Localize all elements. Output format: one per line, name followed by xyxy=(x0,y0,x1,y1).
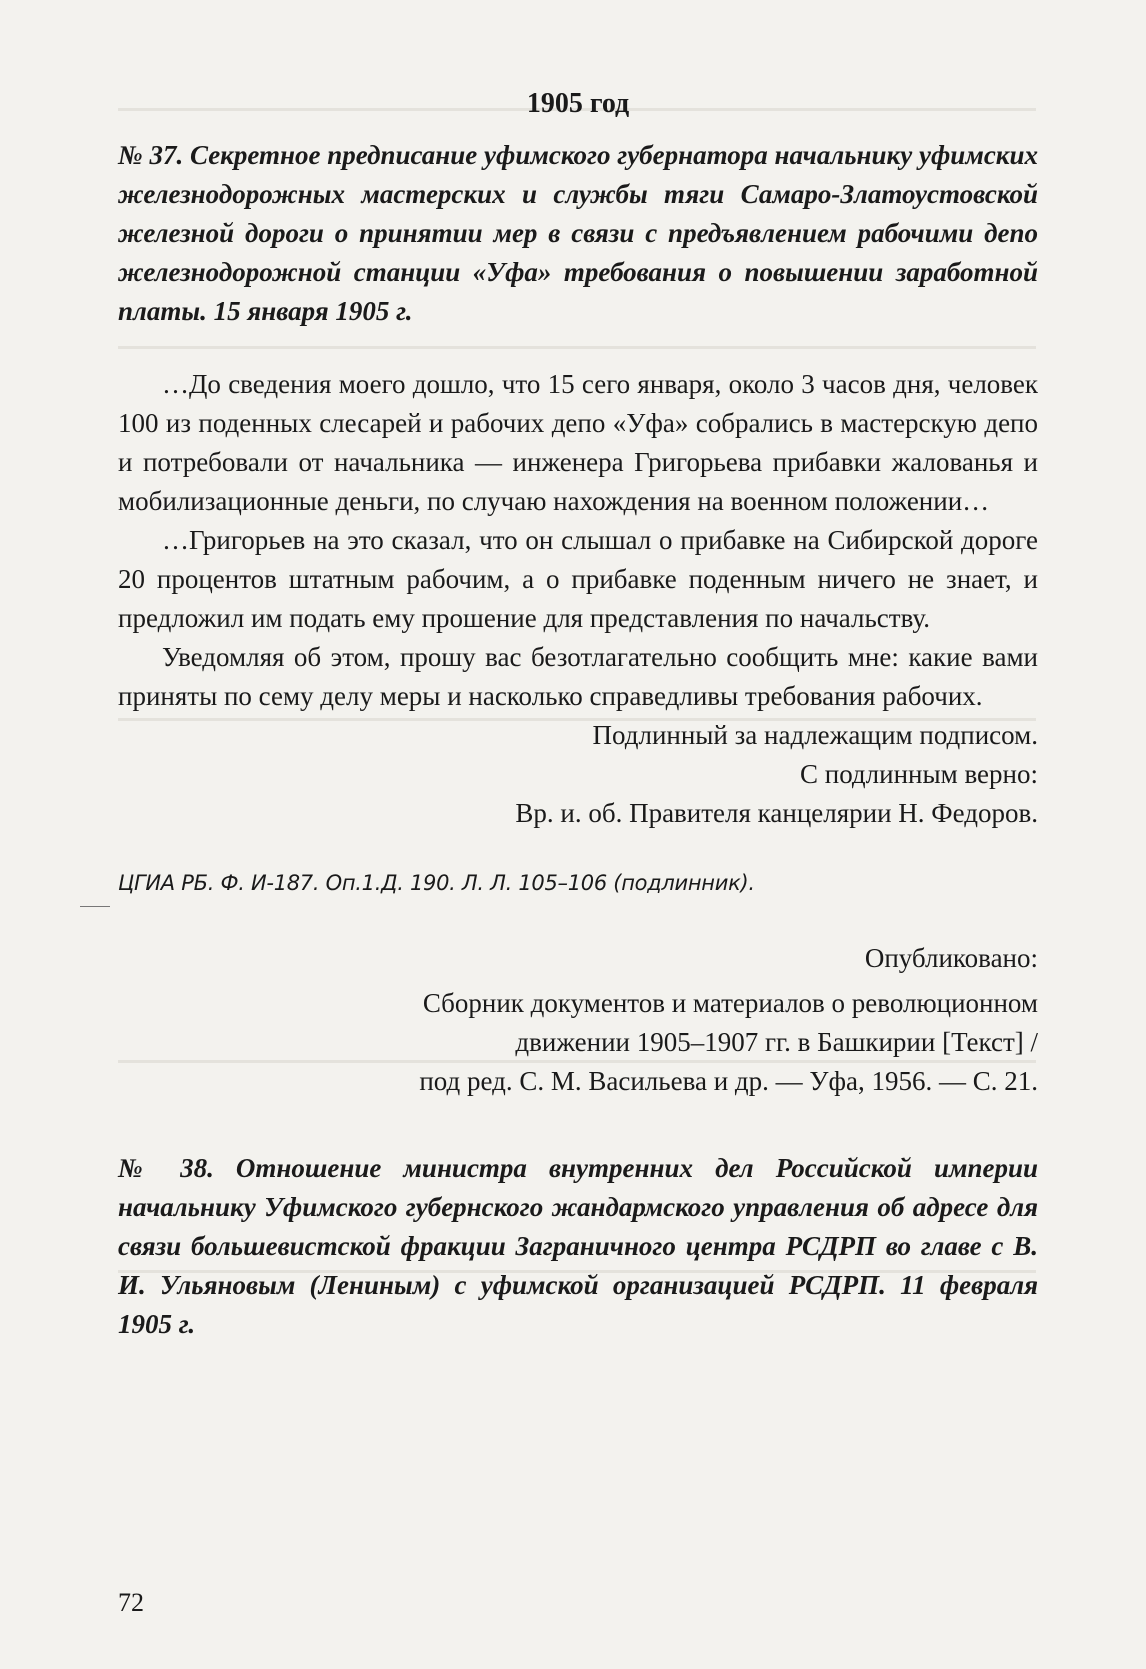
published-reference xyxy=(118,984,1038,1101)
published-line-3: под ред. С. М. Васильева и др. — Уфа, 1956. — С. 21. xyxy=(419,1066,1038,1096)
document-37-paragraph-1: …До сведения моего дошло, что 15 сего января, около 3 часов дня, человек 100 из поденных слесарей и рабочих депо «Уфа» собрались в мастерскую депо и потребовали от начальника — инженера Григорьева прибавки жалованья и мобилизационные деньги, по случаю нахождения на военном положении… xyxy=(118,369,1038,516)
published-label: Опубликовано: xyxy=(864,943,1038,973)
page-number: 72 xyxy=(118,1588,144,1617)
document-37-title: № 37. Секретное предписание уфимского губернатора начальнику уфимских железнодорожных мастерских и службы тяги Самаро-Златоустовской железной дороги о принятии мер в связи с предъявлением рабочими депо железнодорожной станции «Уфа» требования о повышении заработной платы. 15 января 1905 г. xyxy=(118,140,1038,326)
document-38 xyxy=(118,1149,1038,1344)
margin-mark xyxy=(80,906,110,907)
published-line-1: Сборник документов и материалов о революционном xyxy=(422,988,1038,1018)
document-37 xyxy=(118,136,1038,1101)
document-37-paragraph-3: Уведомляя об этом, прошу вас безотлагательно сообщить мне: какие вами приняты по сему делу меры и насколько справедливы требования рабочих. xyxy=(118,642,1038,711)
year-heading: 1905 год xyxy=(526,88,630,119)
document-37-paragraph-2: …Григорьев на это сказал, что он слышал о прибавке на Сибирской дороге 20 процентов штатным рабочим, а о прибавке поденным ничего не знает, и предложил им подать ему прошение для представления по начальству. xyxy=(118,525,1038,633)
signature-line-certified: С подлинным верно: xyxy=(800,759,1038,789)
document-page xyxy=(118,86,1038,1344)
signature-block xyxy=(118,716,1038,833)
signature-line-original: Подлинный за надлежащим подписом. xyxy=(592,720,1038,750)
document-38-title: № 38. Отношение министра внутренних дел Российской империи начальнику Уфимского губернского жандармского управления об адресе для связи большевистской фракции Заграничного центра РСДРП во главе с В. И. Ульяновым (Лениным) с уфимской организацией РСДРП. 11 февраля 1905 г. xyxy=(118,1153,1038,1339)
archive-source: ЦГИА РБ. Ф. И-187. Оп.1.Д. 190. Л. Л. 105–106 (подлинник). xyxy=(118,871,755,895)
published-line-2: движении 1905–1907 гг. в Башкирии [Текст] / xyxy=(515,1027,1038,1057)
signature-line-signer: Вр. и. об. Правителя канцелярии Н. Федоров. xyxy=(515,798,1038,828)
